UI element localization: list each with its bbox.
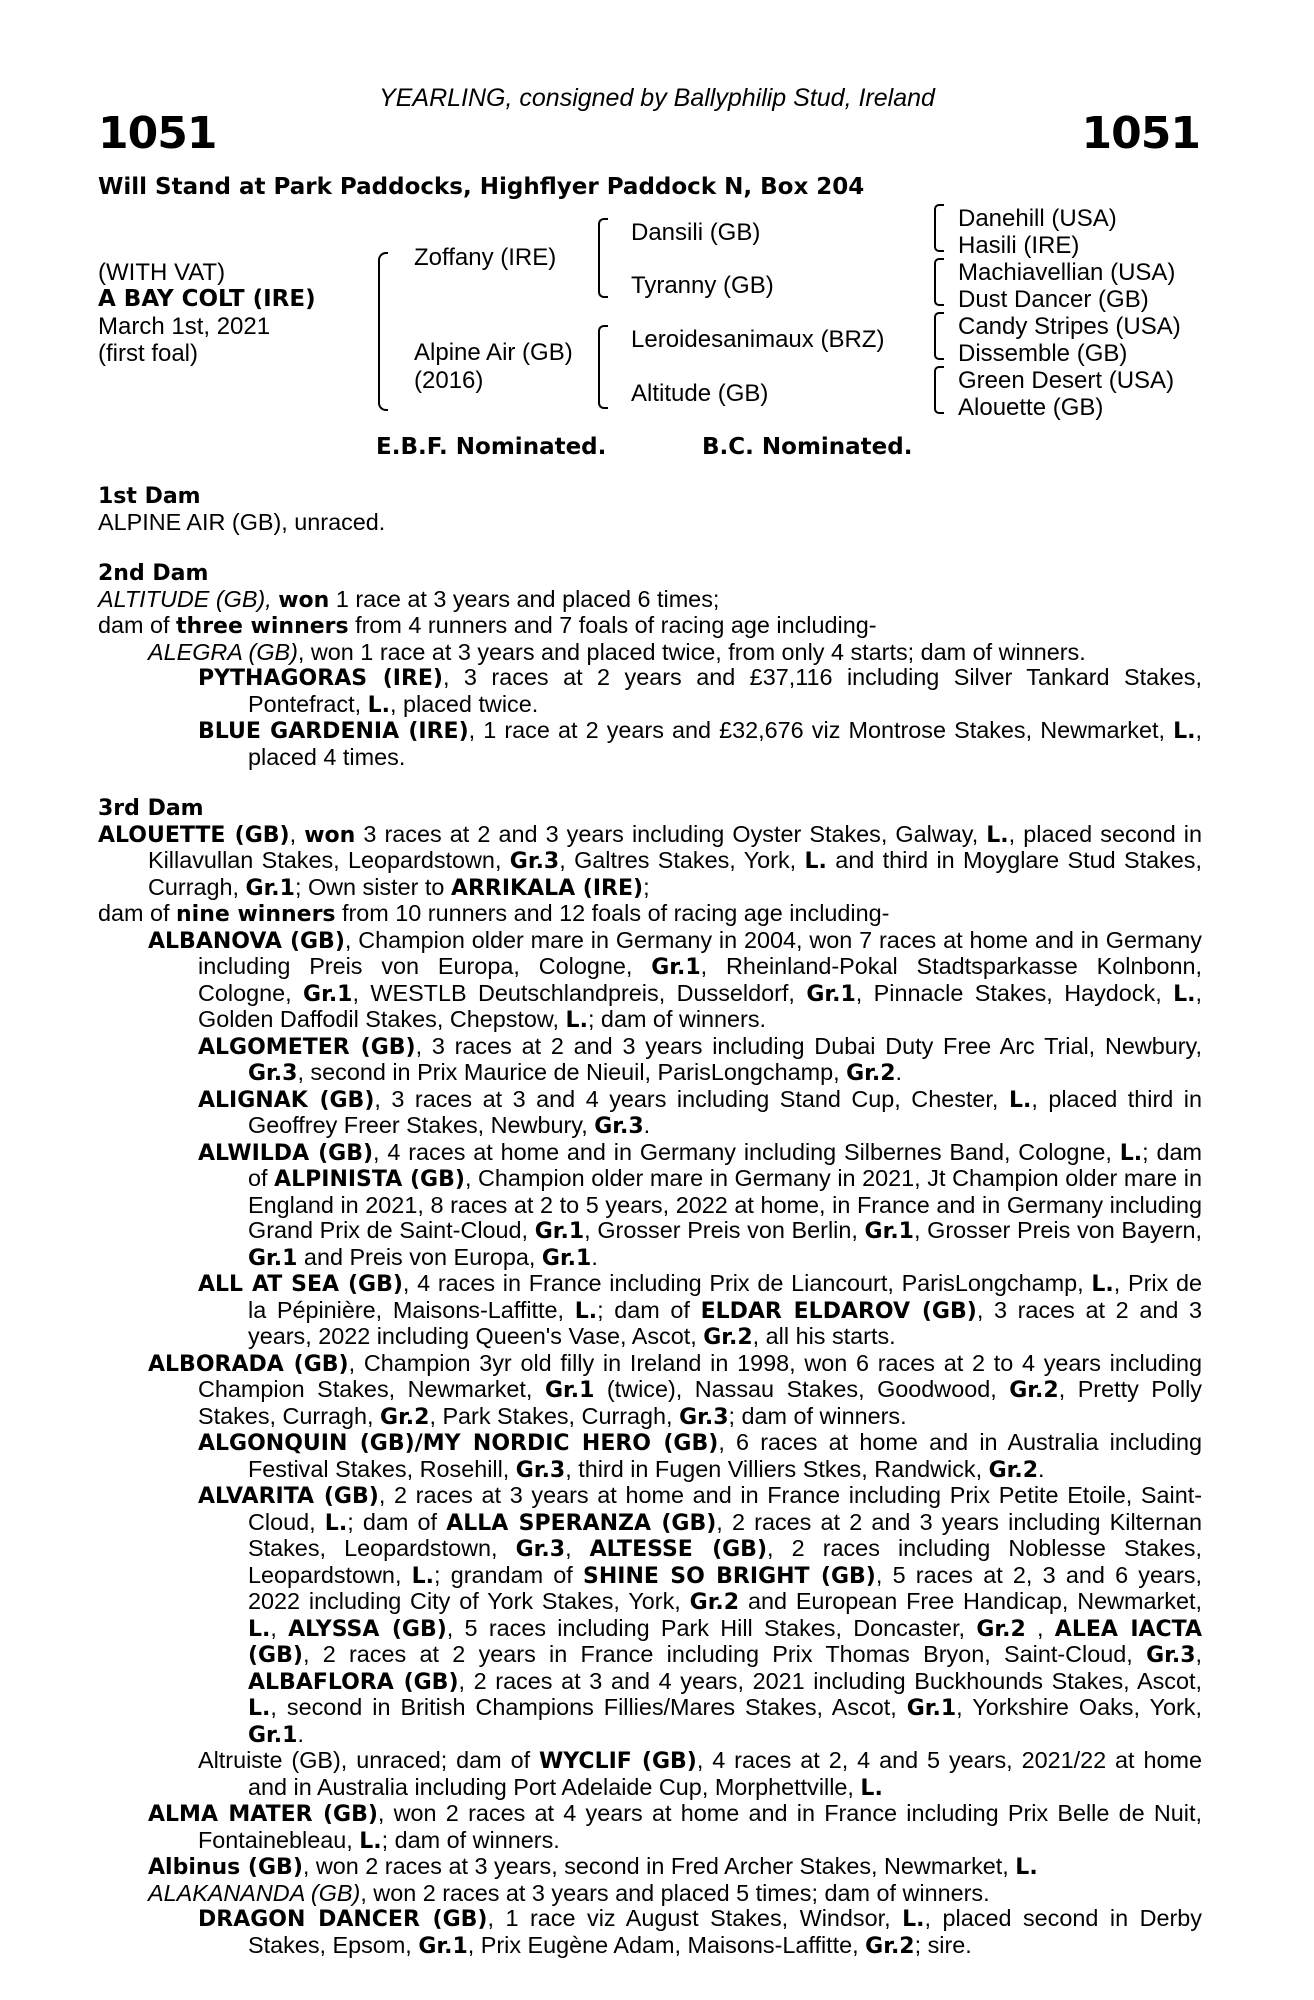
race-grade: L.	[367, 692, 391, 718]
horse-name: ALBANOVA (GB)	[148, 928, 345, 954]
text: , Champion older mare in Germany in 2004, won 7 races at home and in Germany including Preis von Europa, Cologne,	[198, 926, 1202, 979]
race-grade: L.	[324, 1510, 348, 1536]
lot-number-left: 1051	[98, 108, 217, 159]
won-word: won	[278, 587, 330, 613]
horse-name: ALOUETTE (GB)	[98, 822, 290, 848]
vat-note: (WITH VAT)	[98, 259, 226, 286]
text: , placed twice.	[390, 690, 539, 717]
text: .	[895, 1059, 903, 1085]
text: , 4 races in France including Prix de Liancourt, ParisLongchamp,	[402, 1270, 1092, 1296]
text: , Grosser Preis von Berlin,	[584, 1217, 865, 1243]
text: , 2 races at 3 years at home and in France including Prix Petite Etoile, Saint-Cloud,	[248, 1482, 1202, 1535]
text: .	[591, 1243, 598, 1270]
text: and European Free Handicap, Newmarket,	[739, 1588, 1202, 1614]
alborada-entry	[148, 1351, 1202, 1431]
text: , 2 races at 2 years in France including Prix Thomas Bryon, Saint-Cloud,	[302, 1641, 1147, 1667]
race-grade: Gr.1	[906, 1696, 957, 1721]
race-grade: Gr.2	[846, 1061, 896, 1086]
race-grade: Gr.1	[418, 1933, 468, 1959]
ebf-nomination: E.B.F. Nominated.	[376, 434, 607, 460]
text: , second in British Champions Fillies/Mares Stakes, Ascot,	[270, 1694, 907, 1720]
race-grade: L.	[248, 1696, 271, 1721]
blue-gardenia-entry	[198, 718, 1202, 770]
race-grade: Gr.2	[976, 1616, 1026, 1642]
horse-name: ALL AT SEA (GB)	[198, 1272, 403, 1297]
race-grade: L.	[1015, 1855, 1038, 1880]
text: 1 race at 3 years and placed 6 times;	[329, 585, 720, 612]
text: , Galtres Stakes, York,	[559, 847, 805, 873]
text: , Rheinland-Pokal Stadtsparkasse Kolnbonn, Cologne,	[198, 953, 1202, 1006]
algometer-entry	[198, 1034, 1202, 1087]
horse-name: ALGONQUIN (GB)/MY NORDIC HERO (GB)	[198, 1431, 719, 1456]
race-grade: Gr.3	[515, 1457, 566, 1483]
text: dam of	[98, 900, 177, 926]
text: , second in Prix Maurice de Nieuil, ParisLongchamp,	[297, 1059, 847, 1085]
race-grade: L.	[248, 1616, 271, 1642]
text: , 1 race at 2 years and £32,676 viz Montrose Stakes, Newmarket,	[468, 717, 1174, 743]
race-grade: Gr.1	[544, 1378, 595, 1403]
dragon-dancer-entry	[198, 1906, 1202, 1959]
altruiste-entry	[198, 1748, 1202, 1801]
text: 3 races at 2 and 3 years including Oyster Stakes, Galway,	[355, 820, 987, 847]
text: , 4 races at home and in Germany including Silbernes Band, Cologne,	[373, 1138, 1120, 1165]
horse-name: ALAKANANDA (GB)	[148, 1879, 361, 1906]
grandparent-2: Hasili (IRE)	[958, 232, 1080, 259]
sire: Zoffany (IRE)	[414, 244, 557, 271]
text: ;	[643, 873, 650, 900]
third-dam-heading: 3rd Dam	[98, 796, 204, 821]
race-grade: L.	[1173, 719, 1196, 744]
race-grade: L.	[1091, 1272, 1114, 1297]
dam-sire: Leroidesanimaux (BRZ)	[631, 326, 885, 353]
horse-name: SHINE SO BRIGHT (GB)	[583, 1563, 876, 1589]
race-grade: Gr.1	[534, 1219, 585, 1244]
text: , placed third in Geoffrey Freer Stakes, Newbury,	[248, 1085, 1202, 1138]
race-grade: L.	[574, 1298, 598, 1324]
text: , 2 races at 3 and 4 years, 2021 including Buckhounds Stakes, Ascot,	[458, 1667, 1202, 1694]
horse-name: ALPINISTA (GB)	[274, 1167, 465, 1192]
consignor-line: YEARLING, consigned by Ballyphilip Stud, Ireland	[379, 84, 935, 112]
race-grade: L.	[986, 822, 1009, 848]
race-grade: Gr.3	[594, 1114, 644, 1139]
grandparent-7: Green Desert (USA)	[958, 367, 1175, 394]
pedigree-brace-g2	[934, 258, 944, 306]
horse-name: ALYSSA (GB)	[288, 1616, 447, 1642]
text: dam of	[98, 612, 177, 638]
text: , 5 races including Park Hill Stakes, Doncaster,	[446, 1614, 977, 1641]
dam-name: ALTITUDE (GB),	[98, 585, 272, 612]
alouette-entry: ALOUETTE (GB), won 3 races at 2 and 3 years including Oyster Stakes, Galway, L., placed second in Killavullan Stakes, Leopardstown, Gr.3, Galtres Stakes, York, L. and third in Moyglare Stud Stakes, Curragh, Gr.1; Own sister to ARRIKALA (IRE);	[98, 820, 1202, 901]
race-grade: Gr.3	[1146, 1643, 1196, 1668]
horse-name: ARRIKALA (IRE)	[450, 875, 644, 901]
horse-name: ALIGNAK (GB)	[198, 1087, 375, 1113]
algonquin-entry	[198, 1430, 1202, 1483]
pedigree-brace-g3	[934, 312, 944, 360]
pedigree-brace-sire	[598, 218, 608, 298]
text: ; grandam of	[434, 1561, 583, 1588]
race-grade: Gr.1	[248, 1722, 298, 1748]
text: ,	[270, 1614, 289, 1641]
text: ,	[1195, 1641, 1202, 1667]
alegra-entry	[148, 640, 1202, 666]
text: , Yorkshire Oaks, York,	[956, 1694, 1202, 1720]
alvarita-entry	[198, 1483, 1202, 1748]
text: , placed second in Killavullan Stakes, Leopardstown,	[148, 820, 1202, 873]
horse-name: A BAY COLT (IRE)	[98, 286, 316, 312]
sire-dam: Tyranny (GB)	[631, 272, 774, 299]
text: ; dam of	[597, 1296, 701, 1323]
horse-name: ALWILDA (GB)	[198, 1140, 374, 1166]
race-grade: Gr.3	[248, 1061, 298, 1086]
text: ; dam of winners.	[381, 1826, 560, 1853]
horse-name: ALBAFLORA (GB)	[248, 1669, 459, 1695]
race-grade: L.	[804, 849, 827, 874]
text: ; dam of	[248, 1138, 1202, 1191]
text: , won 1 race at 3 years and placed twice, from only 4 starts; dam of winners.	[297, 638, 1086, 665]
second-dam-record	[98, 587, 1202, 614]
grandparent-3: Machiavellian (USA)	[958, 259, 1176, 286]
race-grade: Gr.2	[1009, 1378, 1059, 1403]
race-grade: L.	[565, 1008, 588, 1033]
race-grade: Gr.1	[245, 875, 295, 901]
text: , placed second in Derby Stakes, Epsom,	[248, 1905, 1202, 1958]
race-grade: Gr.1	[864, 1219, 914, 1244]
alma-mater-entry	[148, 1801, 1202, 1854]
text: , 3 races at 3 and 4 years including Stand Cup, Chester,	[374, 1085, 1009, 1112]
horse-dob: March 1st, 2021	[98, 313, 271, 340]
horse-name: ALLA SPERANZA (GB)	[446, 1510, 717, 1536]
text: ; dam of winners.	[587, 1006, 767, 1032]
text: ,	[565, 1535, 590, 1561]
first-dam-text: ALPINE AIR (GB), unraced.	[98, 508, 386, 535]
text: , 3 races at 2 years and £37,116 including Silver Tankard Stakes, Pontefract,	[248, 664, 1202, 717]
grandparent-6: Dissemble (GB)	[958, 340, 1128, 367]
all-at-sea-entry	[198, 1271, 1202, 1351]
alignak-entry	[198, 1087, 1202, 1140]
text: , 4 races at 2, 4 and 5 years, 2021/22 at home and in Australia including Port Adelaide Cup, Morphettville,	[248, 1747, 1202, 1800]
text: , 5 races at 2, 3 and 6 years, 2022 including City of York Stakes, York,	[248, 1561, 1202, 1614]
horse-name: ALVARITA (GB)	[198, 1484, 379, 1509]
pedigree-brace-main	[378, 252, 388, 411]
horse-name: WYCLIF (GB)	[539, 1749, 697, 1774]
race-grade: Gr.1	[248, 1245, 298, 1271]
text: , Pretty Polly Stakes, Curragh,	[198, 1376, 1202, 1429]
albanova-entry	[148, 928, 1202, 1034]
horse-name: ALBORADA (GB)	[148, 1351, 349, 1377]
text: from 4 runners and 7 foals of racing age including-	[348, 612, 877, 638]
grandparent-5: Candy Stripes (USA)	[958, 313, 1181, 340]
race-grade: Gr.1	[651, 955, 701, 980]
lot-number-right: 1051	[1081, 108, 1200, 159]
horse-name: BLUE GARDENIA (IRE)	[198, 719, 469, 744]
grandparent-8: Alouette (GB)	[958, 394, 1104, 421]
race-grade: L.	[902, 1907, 925, 1932]
race-grade: Gr.1	[303, 981, 353, 1007]
text: , 3 races at 2 and 3 years, 2022 including Queen's Vase, Ascot,	[248, 1296, 1203, 1349]
alwilda-entry	[198, 1140, 1202, 1272]
text: and Preis von Europa,	[297, 1243, 542, 1270]
race-grade: L.	[1119, 1140, 1143, 1166]
text: Altruiste (GB), unraced; dam of	[198, 1747, 540, 1773]
text: ,	[1025, 1614, 1055, 1641]
winners-count: nine winners	[176, 902, 336, 927]
grandparent-4: Dust Dancer (GB)	[958, 286, 1149, 313]
pedigree-brace-g1	[934, 204, 944, 252]
race-grade: Gr.2	[703, 1325, 753, 1350]
text: from 10 runners and 12 foals of racing age including-	[335, 900, 890, 926]
text: ; Own sister to	[294, 873, 451, 900]
horse-name: DRAGON DANCER (GB)	[198, 1907, 488, 1932]
text: , won 2 races at 3 years, second in Fred Archer Stakes, Newmarket,	[302, 1853, 1016, 1879]
race-grade: Gr.3	[515, 1537, 566, 1562]
race-grade: Gr.3	[509, 849, 560, 874]
text: , all his starts.	[752, 1323, 896, 1349]
race-grade: L.	[411, 1563, 435, 1589]
race-grade: Gr.2	[380, 1404, 430, 1430]
text: , Champion 3yr old filly in Ireland in 1998, won 6 races at 2 to 4 years including Champion Stakes, Newmarket,	[198, 1349, 1202, 1402]
horse-name: ALGOMETER (GB)	[198, 1034, 416, 1060]
third-dam-produce	[98, 901, 1202, 928]
winners-count: three winners	[176, 614, 349, 639]
horse-name: ALMA MATER (GB)	[148, 1802, 378, 1827]
text: .	[297, 1720, 304, 1747]
albinus-entry	[148, 1854, 1202, 1881]
dam: Alpine Air (GB)	[414, 339, 573, 366]
bc-nomination: B.C. Nominated.	[702, 434, 913, 460]
catalogue-body	[98, 484, 1202, 1959]
horse-name: ALEA IACTA (GB)	[248, 1616, 1203, 1668]
text: , 6 races at home and in Australia including Festival Stakes, Rosehill,	[248, 1429, 1202, 1482]
text: ; dam of	[347, 1508, 447, 1535]
text: , third in Fugen Villiers Stkes, Randwick,	[565, 1455, 989, 1482]
race-grade: Gr.3	[679, 1404, 729, 1430]
text: , won 2 races at 4 years at home and in France including Prix Belle de Nuit, Fontainebleau,	[198, 1800, 1202, 1853]
pedigree-brace-dam	[598, 325, 608, 409]
race-grade: L.	[359, 1828, 382, 1854]
alakananda-entry	[148, 1881, 1202, 1907]
race-grade: Gr.2	[865, 1933, 915, 1959]
horse-name: ELDAR ELDAROV (GB)	[700, 1298, 977, 1324]
text: .	[643, 1112, 651, 1138]
text: , 2 races including Noblesse Stakes, Leopardstown,	[248, 1535, 1202, 1588]
text: , Champion older mare in Germany in 2021, Jt Champion older mare in England in 2021, 8 races at 2 to 5 years, 2022 at home, in France and in Germany including Grand Prix de Saint-Cloud,	[248, 1165, 1202, 1243]
race-grade: Gr.2	[988, 1457, 1039, 1483]
dam-dam: Altitude (GB)	[631, 380, 769, 407]
text: , Golden Daffodil Stakes, Chepstow,	[198, 979, 1202, 1032]
horse-name: ALTESSE (GB)	[589, 1537, 768, 1562]
horse-name: PYTHAGORAS (IRE)	[198, 666, 443, 691]
sire-sire: Dansili (GB)	[631, 219, 761, 246]
race-grade: Gr.1	[806, 981, 856, 1007]
text: and third in Moyglare Stud Stakes, Curragh,	[148, 847, 1202, 900]
text: .	[1038, 1455, 1045, 1482]
horse-name: ALEGRA (GB)	[148, 638, 298, 665]
won-word: won	[304, 822, 356, 848]
horse-note: (first foal)	[98, 340, 199, 367]
text: , placed 4 times.	[248, 717, 1202, 770]
second-dam-heading: 2nd Dam	[98, 561, 209, 586]
text: , 2 races at 2 and 3 years including Kilternan Stakes, Leopardstown,	[248, 1508, 1202, 1561]
race-grade: Gr.1	[541, 1245, 592, 1271]
text: , Pinnacle Stakes, Haydock,	[855, 979, 1174, 1006]
second-dam-produce	[98, 613, 1202, 640]
text: ; sire.	[914, 1931, 972, 1958]
horse-name: Albinus (GB)	[148, 1855, 303, 1880]
stand-location: Will Stand at Park Paddocks, Highflyer Paddock N, Box 204	[98, 174, 865, 200]
dam-year: (2016)	[414, 367, 484, 394]
text: , 3 races at 2 and 3 years including Dubai Duty Free Arc Trial, Newbury,	[415, 1032, 1203, 1059]
text: , Prix de la Pépinière, Maisons-Laffitte,	[248, 1270, 1202, 1323]
text: , won 2 races at 3 years and placed 5 times; dam of winners.	[360, 1879, 990, 1906]
text: , WESTLB Deutschlandpreis, Dusseldorf,	[352, 979, 807, 1006]
pedigree-brace-g4	[934, 366, 944, 414]
grandparent-1: Danehill (USA)	[958, 205, 1117, 232]
text: , Prix Eugène Adam, Maisons-Laffitte,	[467, 1931, 866, 1958]
race-grade: Gr.2	[689, 1590, 740, 1615]
race-grade: L.	[1008, 1087, 1032, 1113]
pythagoras-entry	[198, 665, 1202, 718]
text: , Grosser Preis von Bayern,	[913, 1217, 1202, 1243]
first-dam-heading: 1st Dam	[98, 484, 201, 509]
text: ; dam of winners.	[728, 1402, 907, 1429]
text: (twice), Nassau Stakes, Goodwood,	[594, 1376, 1010, 1402]
race-grade: L.	[1173, 981, 1196, 1007]
text: , Park Stakes, Curragh,	[429, 1402, 680, 1429]
race-grade: L.	[860, 1775, 883, 1801]
text: , 1 race viz August Stakes, Windsor,	[487, 1905, 903, 1931]
